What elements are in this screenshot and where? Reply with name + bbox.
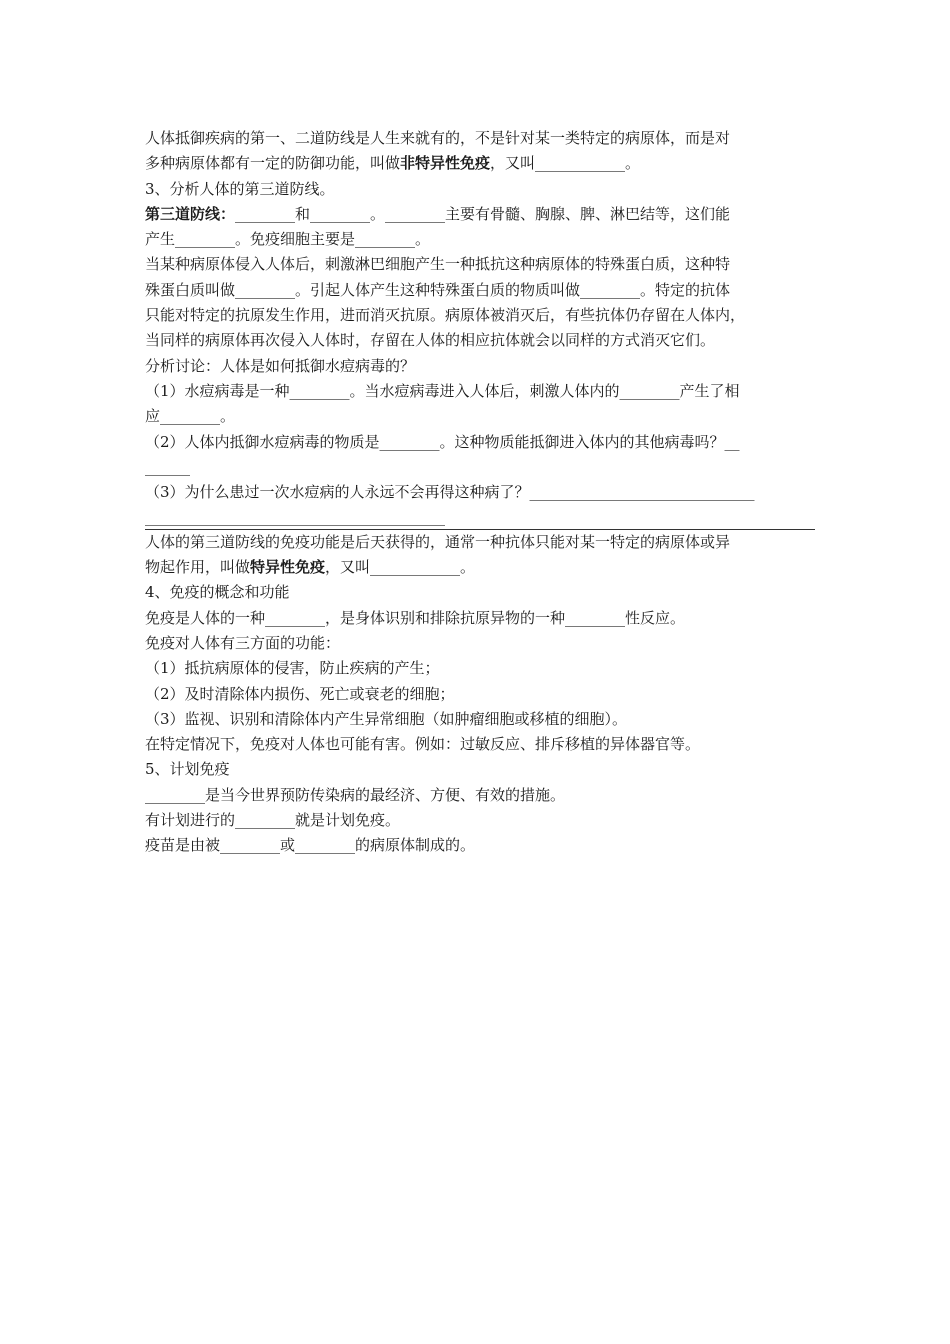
text-line (145, 252, 815, 277)
text-run: （1）抵抗病原体的侵害，防止疾病的产生； (145, 659, 440, 678)
text-line (145, 682, 815, 707)
text-line (145, 606, 815, 631)
text-run: （2）及时清除体内损伤、死亡或衰老的细胞； (145, 684, 455, 703)
text-run: 有计划进行的________就是计划免疫。 (145, 811, 401, 830)
text-run: ________和________。________主要有骨髓、胸腺、脾、淋巴结等，这们能 (235, 204, 731, 223)
text-line (145, 631, 815, 656)
text-run: 分析讨论：人体是如何抵御水痘病毒的？ (145, 356, 416, 375)
text-run: ，又叫____________。 (325, 558, 476, 577)
text-line (145, 480, 815, 505)
document-body (145, 126, 815, 859)
text-run: 当某种病原体侵入人体后，刺激淋巴细胞产生一种抵抗这种病原体的特殊蛋白质，这种特 (145, 255, 731, 274)
text-run: 物起作用，叫做 (145, 558, 251, 577)
text-line (145, 177, 815, 202)
bold-term: 非特异性免疫 (400, 154, 491, 173)
text-line (145, 656, 815, 681)
text-run: 当同样的病原体再次侵入人体时，存留在人体的相应抗体就会以同样的方式消灭它们。 (145, 331, 716, 350)
text-run: 3、分析人体的第三道防线。 (145, 179, 335, 198)
text-line (145, 430, 815, 455)
text-run: （2）人体内抵御水痘病毒的物质是________。这种物质能抵御进入体内的其他病毒吗？__ (145, 432, 740, 451)
text-run: ，又叫____________。 (490, 154, 641, 173)
text-run: 只能对特定的抗原发生作用，进而消灭抗原。病原体被消灭后，有些抗体仍存留在人体内， (145, 306, 746, 325)
text-line (145, 808, 815, 833)
text-run: 人体抵御疾病的第一、二道防线是人生来就有的，不是针对某一类特定的病原体，而是对 (145, 129, 731, 147)
text-run: （3）为什么患过一次水痘病的人永远不会再得这种病了？______________________________ (145, 483, 755, 502)
text-run: 免疫是人体的一种________，是身体识别和排除抗原异物的一种________性反应。 (145, 608, 686, 627)
text-line (145, 202, 815, 227)
text-line (145, 455, 815, 480)
text-run: 人体的第三道防线的免疫功能是后天获得的，通常一种抗体只能对某一特定的病原体或异 (145, 532, 731, 551)
text-line (145, 151, 815, 176)
text-run: 产生________。免疫细胞主要是________。 (145, 230, 431, 249)
text-run: （3）监视、识别和清除体内产生异常细胞（如肿瘤细胞或移植的细胞）。 (145, 709, 628, 728)
text-run: 在特定情况下，免疫对人体也可能有害。例如：过敏反应、排斥移植的异体器官等。 (145, 735, 701, 754)
bold-term: 特异性免疫 (250, 558, 326, 577)
text-line (145, 783, 815, 808)
text-line (145, 833, 815, 858)
text-line (145, 530, 815, 555)
text-run: ______ (145, 457, 190, 476)
text-line (145, 757, 815, 782)
text-line (145, 354, 815, 379)
text-run: ________是当今世界预防传染病的最经济、方便、有效的措施。 (145, 785, 566, 804)
text-line (145, 303, 815, 328)
text-run: 5、计划免疫 (145, 760, 230, 779)
text-line (145, 732, 815, 757)
text-run: ________________________________________ (145, 508, 445, 527)
text-run: 疫苗是由被________或________的病原体制成的。 (145, 836, 476, 855)
text-line (145, 278, 815, 303)
text-run: 应________。 (145, 407, 236, 426)
text-line (145, 126, 815, 151)
text-run: 4、免疫的概念和功能 (145, 583, 290, 602)
text-line (145, 580, 815, 605)
text-run: 多种病原体都有一定的防御功能，叫做 (145, 154, 401, 173)
text-run: 殊蛋白质叫做________。引起人体产生这种特殊蛋白质的物质叫做________。特定的抗体 (145, 280, 731, 299)
text-run: （1）水痘病毒是一种________。当水痘病毒进入人体后，刺激人体内的________产生了相 (145, 381, 740, 400)
text-line (145, 707, 815, 732)
text-line (145, 227, 815, 252)
text-run: 免疫对人体有三方面的功能： (145, 633, 341, 652)
text-line (145, 555, 815, 580)
text-line (145, 379, 815, 404)
text-line (145, 328, 815, 353)
text-line (145, 404, 815, 429)
bold-term: 第三道防线： (145, 204, 236, 223)
text-line (145, 505, 815, 530)
